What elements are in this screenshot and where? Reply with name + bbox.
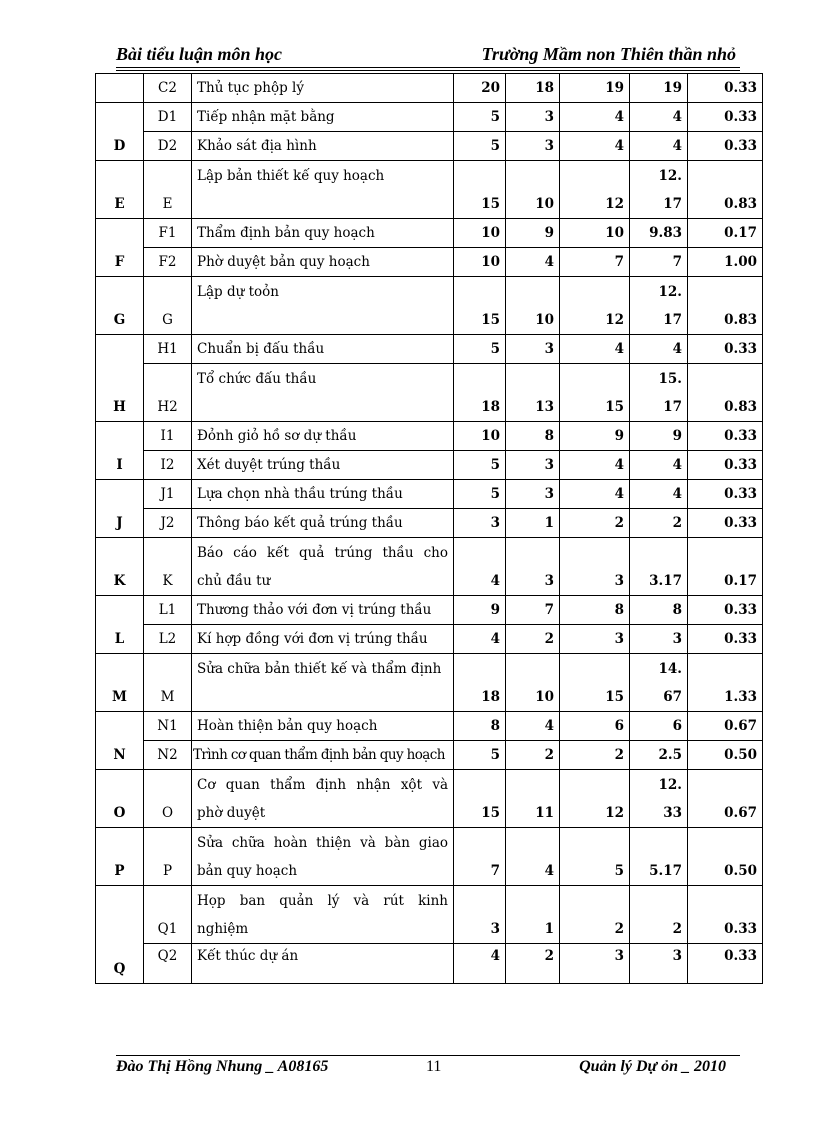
variance: 0.33	[688, 335, 763, 364]
optimistic-time: 3	[454, 509, 506, 538]
task-name: Chuẩn bị đấu thầu	[192, 335, 454, 364]
table-row	[96, 654, 763, 683]
most-likely-time: 4	[506, 712, 560, 741]
expected-time: 2	[630, 509, 688, 538]
task-name: Báo cáo kết quả trúng thầu cho	[192, 538, 454, 567]
group-cell: I	[96, 422, 144, 480]
variance: 0.33	[688, 132, 763, 161]
pessimistic-time: 15	[560, 654, 630, 712]
expected-time: 6	[630, 712, 688, 741]
page-number: 11	[426, 1058, 442, 1075]
table-row	[96, 538, 763, 567]
task-name: Cơ quan thẩm định nhận xột và	[192, 770, 454, 799]
variance: 0.67	[688, 712, 763, 741]
expected-time: 2.5	[630, 741, 688, 770]
table-row	[96, 480, 763, 509]
variance: 0.33	[688, 480, 763, 509]
task-code: C2	[144, 74, 192, 103]
variance: 0.67	[688, 770, 763, 828]
optimistic-time: 7	[454, 828, 506, 886]
table-row	[96, 422, 763, 451]
table-row	[96, 596, 763, 625]
expected-time: 3	[630, 944, 688, 984]
group-cell: P	[96, 828, 144, 886]
page-header	[116, 44, 740, 66]
optimistic-time: 3	[454, 886, 506, 944]
table-row-cont	[96, 683, 763, 712]
group-cell: G	[96, 277, 144, 335]
variance: 0.50	[688, 828, 763, 886]
task-code: L2	[144, 625, 192, 654]
most-likely-time: 3	[506, 538, 560, 596]
task-name: Lựa chọn nhà thầu trúng thầu	[192, 480, 454, 509]
group-cell: Q	[96, 886, 144, 984]
task-code: H2	[144, 364, 192, 422]
pessimistic-time: 4	[560, 132, 630, 161]
most-likely-time: 10	[506, 654, 560, 712]
expected-time: 2	[630, 886, 688, 944]
expected-time: 4	[630, 103, 688, 132]
optimistic-time: 5	[454, 741, 506, 770]
optimistic-time: 15	[454, 161, 506, 219]
optimistic-time: 5	[454, 335, 506, 364]
task-code: G	[144, 277, 192, 335]
table-row	[96, 219, 763, 248]
expected-time: 8	[630, 596, 688, 625]
most-likely-time: 1	[506, 886, 560, 944]
task-code: J1	[144, 480, 192, 509]
pessimistic-time: 9	[560, 422, 630, 451]
pessimistic-time: 4	[560, 103, 630, 132]
variance: 0.33	[688, 509, 763, 538]
table-row	[96, 364, 763, 393]
group-cell: E	[96, 161, 144, 219]
most-likely-time: 2	[506, 625, 560, 654]
pessimistic-time: 5	[560, 828, 630, 886]
table-row	[96, 625, 763, 654]
pessimistic-time: 15	[560, 364, 630, 422]
variance: 0.33	[688, 944, 763, 984]
page-footer	[116, 1058, 740, 1080]
table-row	[96, 74, 763, 103]
pessimistic-time: 6	[560, 712, 630, 741]
variance: 0.17	[688, 219, 763, 248]
most-likely-time: 3	[506, 451, 560, 480]
group-cell: D	[96, 103, 144, 161]
most-likely-time: 2	[506, 944, 560, 984]
expected-time-part2: 17	[630, 393, 688, 422]
table-row	[96, 770, 763, 799]
table-row-cont	[96, 799, 763, 828]
group-cell: F	[96, 219, 144, 277]
optimistic-time: 9	[454, 596, 506, 625]
optimistic-time: 18	[454, 364, 506, 422]
footer-rule	[116, 1055, 740, 1056]
task-code: I2	[144, 451, 192, 480]
variance: 0.33	[688, 422, 763, 451]
table-row	[96, 161, 763, 190]
pessimistic-time: 3	[560, 944, 630, 984]
expected-time: 5.17	[630, 828, 688, 886]
task-code: F1	[144, 219, 192, 248]
pessimistic-time: 8	[560, 596, 630, 625]
optimistic-time: 10	[454, 248, 506, 277]
expected-time: 9	[630, 422, 688, 451]
task-name: Thông báo kết quả trúng thầu	[192, 509, 454, 538]
variance: 0.50	[688, 741, 763, 770]
most-likely-time: 3	[506, 103, 560, 132]
most-likely-time: 1	[506, 509, 560, 538]
expected-time: 3.17	[630, 538, 688, 596]
task-name: Sửa chữa bản thiết kế và thẩm định	[192, 654, 454, 683]
task-name: Trình cơ quan thẩm định bản quy hoạch	[192, 741, 454, 770]
expected-time-part2: 17	[630, 306, 688, 335]
most-likely-time: 3	[506, 132, 560, 161]
variance: 0.33	[688, 596, 763, 625]
task-code: H1	[144, 335, 192, 364]
optimistic-time: 5	[454, 480, 506, 509]
group-cell: N	[96, 712, 144, 770]
most-likely-time: 8	[506, 422, 560, 451]
group-cell: H	[96, 335, 144, 422]
optimistic-time: 18	[454, 654, 506, 712]
task-name: Xét duyệt trúng thầu	[192, 451, 454, 480]
task-name-cont: chủ đầu tư	[192, 567, 454, 596]
task-name: Thủ tục phộp lý	[192, 74, 454, 103]
expected-time: 4	[630, 335, 688, 364]
task-time-table	[95, 73, 763, 984]
pessimistic-time: 12	[560, 277, 630, 335]
optimistic-time: 4	[454, 944, 506, 984]
pessimistic-time: 2	[560, 741, 630, 770]
task-code: J2	[144, 509, 192, 538]
group-cell	[96, 74, 144, 103]
expected-time-part1: 14.	[630, 654, 688, 683]
variance: 0.33	[688, 625, 763, 654]
task-code: L1	[144, 596, 192, 625]
optimistic-time: 5	[454, 451, 506, 480]
task-name: Phờ duyệt bản quy hoạch	[192, 248, 454, 277]
optimistic-time: 15	[454, 277, 506, 335]
most-likely-time: 10	[506, 277, 560, 335]
expected-time-part2: 67	[630, 683, 688, 712]
most-likely-time: 11	[506, 770, 560, 828]
variance: 0.17	[688, 538, 763, 596]
variance: 1.33	[688, 654, 763, 712]
optimistic-time: 4	[454, 625, 506, 654]
expected-time-part1: 12.	[630, 770, 688, 799]
expected-time: 19	[630, 74, 688, 103]
group-cell: O	[96, 770, 144, 828]
expected-time-part1: 12.	[630, 277, 688, 306]
task-name: Kết thúc dự án	[192, 944, 454, 984]
table-row-cont	[96, 306, 763, 335]
task-name: Khảo sát địa hình	[192, 132, 454, 161]
expected-time: 4	[630, 451, 688, 480]
expected-time: 4	[630, 480, 688, 509]
task-name: Kí hợp đồng với đơn vị trúng thầu	[192, 625, 454, 654]
optimistic-time: 5	[454, 103, 506, 132]
most-likely-time: 2	[506, 741, 560, 770]
table-row	[96, 828, 763, 857]
task-code: M	[144, 654, 192, 712]
pessimistic-time: 4	[560, 480, 630, 509]
task-name-cont	[192, 190, 454, 219]
task-name: Thẩm định bản quy hoạch	[192, 219, 454, 248]
expected-time: 7	[630, 248, 688, 277]
expected-time-part2: 33	[630, 799, 688, 828]
expected-time: 3	[630, 625, 688, 654]
task-name: Đỏnh giỏ hồ sơ dự thầu	[192, 422, 454, 451]
task-name: Sửa chữa hoàn thiện và bàn giao	[192, 828, 454, 857]
table-row-cont	[96, 190, 763, 219]
optimistic-time: 10	[454, 422, 506, 451]
most-likely-time: 7	[506, 596, 560, 625]
pessimistic-time: 12	[560, 770, 630, 828]
task-name: Thương thảo với đơn vị trúng thầu	[192, 596, 454, 625]
pessimistic-time: 4	[560, 335, 630, 364]
expected-time: 9.83	[630, 219, 688, 248]
expected-time-part1: 15.	[630, 364, 688, 393]
task-name: Họp ban quản lý và rút kinh	[192, 886, 454, 915]
most-likely-time: 3	[506, 480, 560, 509]
variance: 0.83	[688, 161, 763, 219]
task-code: O	[144, 770, 192, 828]
task-name-cont: nghiệm	[192, 915, 454, 944]
task-code: I1	[144, 422, 192, 451]
task-name: Tổ chức đấu thầu	[192, 364, 454, 393]
task-code: N1	[144, 712, 192, 741]
task-code: Q2	[144, 944, 192, 984]
variance: 0.83	[688, 277, 763, 335]
expected-time-part1: 12.	[630, 161, 688, 190]
task-code: K	[144, 538, 192, 596]
pessimistic-time: 12	[560, 161, 630, 219]
table-row	[96, 886, 763, 915]
pessimistic-time: 4	[560, 451, 630, 480]
task-name-cont	[192, 393, 454, 422]
most-likely-time: 4	[506, 828, 560, 886]
optimistic-time: 8	[454, 712, 506, 741]
task-code: D2	[144, 132, 192, 161]
optimistic-time: 5	[454, 132, 506, 161]
pessimistic-time: 7	[560, 248, 630, 277]
group-cell: L	[96, 596, 144, 654]
group-cell: M	[96, 654, 144, 712]
optimistic-time: 20	[454, 74, 506, 103]
pessimistic-time: 3	[560, 625, 630, 654]
optimistic-time: 10	[454, 219, 506, 248]
task-code: P	[144, 828, 192, 886]
variance: 0.83	[688, 364, 763, 422]
task-name-cont: bản quy hoạch	[192, 857, 454, 886]
task-name: Tiếp nhận mặt bằng	[192, 103, 454, 132]
most-likely-time: 10	[506, 161, 560, 219]
task-code: F2	[144, 248, 192, 277]
task-name: Lập bản thiết kế quy hoạch	[192, 161, 454, 190]
footer-author: Đào Thị Hồng Nhung _ A08165	[116, 1058, 329, 1075]
table-row	[96, 451, 763, 480]
footer-subject: Quản lý Dự ỏn _ 2010	[579, 1058, 726, 1075]
variance: 0.33	[688, 451, 763, 480]
table-row-cont	[96, 393, 763, 422]
table-row	[96, 103, 763, 132]
table-row	[96, 944, 763, 984]
task-name: Lập dự toỏn	[192, 277, 454, 306]
header-course: Bài tiểu luận môn học	[116, 44, 283, 64]
task-code: Q1	[144, 886, 192, 944]
task-code: E	[144, 161, 192, 219]
table-row	[96, 335, 763, 364]
pessimistic-time: 10	[560, 219, 630, 248]
table-row	[96, 509, 763, 538]
task-code: N2	[144, 741, 192, 770]
variance: 0.33	[688, 103, 763, 132]
table-row	[96, 132, 763, 161]
most-likely-time: 18	[506, 74, 560, 103]
table-row	[96, 712, 763, 741]
optimistic-time: 15	[454, 770, 506, 828]
task-code: D1	[144, 103, 192, 132]
table-row	[96, 277, 763, 306]
header-rule	[116, 67, 740, 68]
group-cell: J	[96, 480, 144, 538]
variance: 0.33	[688, 74, 763, 103]
optimistic-time: 4	[454, 538, 506, 596]
task-name-cont	[192, 683, 454, 712]
most-likely-time: 3	[506, 335, 560, 364]
expected-time: 4	[630, 132, 688, 161]
task-name-cont	[192, 306, 454, 335]
variance: 1.00	[688, 248, 763, 277]
task-name: Hoàn thiện bản quy hoạch	[192, 712, 454, 741]
task-name-cont: phờ duyệt	[192, 799, 454, 828]
most-likely-time: 13	[506, 364, 560, 422]
variance: 0.33	[688, 886, 763, 944]
pessimistic-time: 19	[560, 74, 630, 103]
table-row	[96, 741, 763, 770]
pessimistic-time: 2	[560, 509, 630, 538]
table-row	[96, 248, 763, 277]
most-likely-time: 4	[506, 248, 560, 277]
group-cell: K	[96, 538, 144, 596]
expected-time-part2: 17	[630, 190, 688, 219]
header-school: Trường Mầm non Thiên thần nhỏ	[481, 44, 736, 64]
most-likely-time: 9	[506, 219, 560, 248]
pessimistic-time: 2	[560, 886, 630, 944]
header-rule-double	[116, 70, 740, 71]
pessimistic-time: 3	[560, 538, 630, 596]
